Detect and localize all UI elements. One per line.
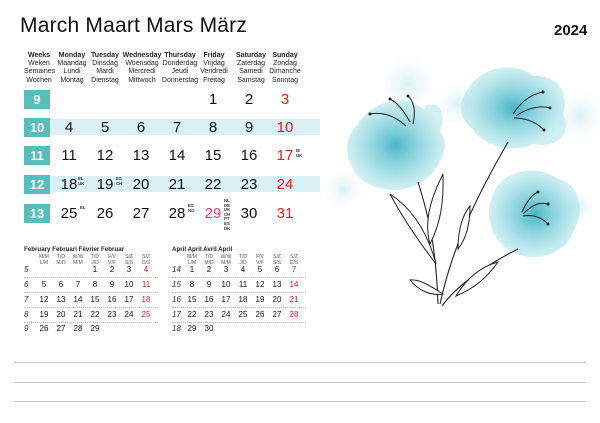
day-cell: 25 [60, 205, 78, 222]
mini-day: 27 [56, 324, 66, 333]
weekday-header-line: Freitag [203, 76, 225, 84]
day-cell: 28 [168, 205, 186, 222]
day-cell: 14 [168, 147, 186, 164]
mini-day-header [70, 254, 86, 266]
week-number: 13 [24, 204, 50, 223]
mini-day-header-line: F/V [108, 254, 116, 260]
weekday-header-line: Donderdag [162, 60, 198, 68]
day-cell: 5 [100, 119, 110, 136]
mini-row-divider [24, 307, 158, 308]
weekday-header-line: Dimanche [269, 68, 301, 76]
mini-day-header-line: M/D [56, 260, 66, 266]
mini-day: 8 [189, 280, 195, 289]
holiday-code: UK [296, 152, 303, 158]
weekday-header-line: Samstag [237, 76, 265, 84]
day-cell: 18 [60, 176, 78, 193]
mini-day-header-line: D/S [141, 260, 151, 266]
mini-day-header-line: T/D [56, 254, 66, 260]
mini-day-header-line: J/D [239, 260, 247, 266]
weekday-header-line: Sunday [272, 52, 298, 59]
month-title: March Maart Mars März [20, 14, 248, 37]
weekday-header-line: Maandag [57, 60, 87, 68]
weekday-header [268, 52, 302, 85]
holiday-code: NL [224, 198, 230, 203]
weekday-header-line: Weeks [27, 52, 51, 59]
mini-week-number: 17 [172, 310, 181, 319]
weekday-header [161, 52, 199, 85]
mini-day-header-line: T/D [238, 254, 248, 260]
weekday-header [24, 52, 54, 85]
weekday-header [197, 52, 231, 85]
weekday-header-line: Dienstag [91, 76, 119, 84]
mini-day: 7 [75, 280, 81, 289]
mini-day: 3 [223, 265, 229, 274]
mini-day-header-line: J/D [91, 260, 99, 266]
week-number: 10 [24, 118, 50, 137]
mini-day-header-line: S/S [272, 260, 282, 266]
mini-day-header-line: D/S [289, 260, 299, 266]
day-cell: 10 [276, 119, 294, 136]
mini-day: 26 [255, 310, 265, 319]
mini-day: 15 [90, 295, 100, 304]
note-line [14, 362, 586, 363]
day-cell: 21 [168, 176, 186, 193]
day-cell: 19 [96, 176, 114, 193]
mini-day-header [53, 254, 69, 266]
mini-day: 10 [221, 280, 231, 289]
day-cell: 6 [136, 119, 146, 136]
mini-row-divider [24, 277, 158, 278]
mini-day: 2 [206, 265, 212, 274]
mini-day-header-line: M/M [73, 260, 83, 266]
mini-day: 13 [56, 295, 66, 304]
mini-day: 28 [289, 310, 299, 319]
holiday-code: ES [116, 176, 122, 181]
weekday-header-line: Mardi [96, 68, 114, 76]
mini-day: 1 [92, 265, 98, 274]
mini-day: 29 [90, 324, 100, 333]
day-cell: 20 [132, 176, 150, 193]
day-cell: 15 [204, 147, 222, 164]
mini-day-header-line: M/M [187, 254, 197, 260]
holiday-note [224, 199, 230, 231]
mini-row-divider [24, 292, 158, 293]
mini-row-divider [172, 322, 306, 323]
flower-illustration-icon [318, 44, 600, 314]
mini-day: 20 [56, 310, 66, 319]
mini-week-number: 16 [172, 295, 181, 304]
mini-week-number: 8 [24, 310, 29, 319]
weekday-header-line: Thursday [164, 52, 196, 59]
mini-day: 7 [291, 265, 297, 274]
year-label: 2024 [554, 22, 588, 39]
mini-day: 22 [187, 310, 197, 319]
weekday-header-line: Woensdag [125, 60, 159, 68]
mini-day-header-line: W/W [72, 254, 84, 260]
mini-week-number: 6 [24, 280, 29, 289]
day-cell: 30 [240, 205, 258, 222]
mini-week-number: 14 [172, 265, 181, 274]
day-cell: 31 [276, 205, 294, 222]
mini-day-header-line: M/M [221, 260, 231, 266]
mini-day-header-line: T/D [90, 254, 100, 260]
mini-day: 12 [39, 295, 49, 304]
day-cell: 11 [61, 147, 77, 164]
mini-day: 4 [143, 265, 149, 274]
weekday-header-line: Jeudi [171, 68, 189, 76]
mini-day-header-line: S/Z [142, 254, 150, 260]
weekday-header-line: Semaines [24, 68, 56, 76]
weekday-header-line: Friday [203, 52, 225, 59]
mini-day: 5 [257, 265, 263, 274]
holiday-code: NO [188, 207, 195, 213]
mini-week-number: 5 [24, 265, 29, 274]
holiday-code: ES [188, 203, 194, 208]
weekday-header-line: Monday [58, 52, 86, 59]
weekday-header-line: Mittwoch [128, 76, 156, 84]
day-cell: 1 [208, 91, 218, 108]
mini-day: 9 [206, 280, 212, 289]
mini-day: 6 [58, 280, 64, 289]
mini-day-header [36, 254, 52, 266]
mini-day: 30 [204, 324, 214, 333]
weekday-header-line: Zaterdag [236, 60, 266, 68]
mini-day: 26 [39, 324, 49, 333]
mini-day: 12 [255, 280, 265, 289]
mini-day: 11 [238, 280, 248, 289]
mini-day: 16 [107, 295, 117, 304]
mini-day-header-line: F/V [256, 254, 264, 260]
holiday-code: DK [224, 225, 231, 231]
holiday-code: DE [224, 202, 231, 208]
weekday-header-line: Donnerstag [161, 76, 199, 84]
mini-day: 6 [274, 265, 280, 274]
week-number: 11 [24, 146, 50, 165]
holiday-code: ES [224, 220, 230, 226]
holiday-note [296, 149, 302, 158]
mini-day: 16 [204, 295, 214, 304]
day-cell: 27 [132, 205, 150, 222]
mini-day-header-line: W/W [220, 254, 232, 260]
mini-day: 24 [124, 310, 134, 319]
holiday-code: UK [78, 180, 85, 186]
day-cell: 22 [204, 176, 222, 193]
mini-week-number: 9 [24, 324, 29, 333]
day-cell: 9 [244, 119, 254, 136]
day-cell: 17 [276, 147, 294, 164]
week-number: 12 [24, 175, 50, 194]
mini-day-header-line: S/Z [290, 254, 298, 260]
mini-day: 2 [109, 265, 115, 274]
weekday-header [55, 52, 89, 85]
day-cell: 26 [96, 205, 114, 222]
mini-day: 18 [141, 295, 151, 304]
mini-day: 23 [107, 310, 117, 319]
mini-day: 14 [73, 295, 83, 304]
mini-day-header-line: S/S [124, 260, 134, 266]
mini-row-divider [172, 307, 306, 308]
week-number: 9 [24, 90, 50, 109]
mini-day-header-line: V/F [108, 260, 116, 266]
weekday-header [232, 52, 270, 85]
mini-day: 21 [289, 295, 299, 304]
mini-day: 25 [141, 310, 151, 319]
day-cell: 23 [240, 176, 258, 193]
day-cell: 16 [240, 147, 258, 164]
weekday-header-line: Tuesday [91, 52, 119, 59]
mini-day-header-line: T/D [204, 254, 214, 260]
mini-row-divider [172, 277, 306, 278]
weekday-header-line: Samedi [239, 68, 263, 76]
mini-day: 15 [187, 295, 197, 304]
day-cell: 8 [208, 119, 218, 136]
note-line [14, 382, 586, 383]
day-cell: 2 [244, 91, 254, 108]
weekday-header-line: Saturday [236, 52, 266, 59]
mini-day: 20 [272, 295, 282, 304]
mini-day: 4 [240, 265, 246, 274]
day-cell: 3 [280, 91, 290, 108]
holiday-note [116, 177, 122, 186]
mini-day: 5 [41, 280, 47, 289]
day-cell: 24 [276, 176, 294, 193]
mini-day: 14 [289, 280, 299, 289]
day-cell: 13 [132, 147, 150, 164]
mini-day: 13 [272, 280, 282, 289]
note-line [14, 401, 586, 402]
holiday-code: IE [296, 148, 301, 153]
mini-day-header-line: L/M [187, 260, 197, 266]
mini-calendar-title: February Februari Février Februar [24, 246, 125, 253]
day-cell: 4 [64, 119, 74, 136]
weekday-header-line: Weken [28, 60, 50, 68]
holiday-code: EL [80, 205, 86, 210]
weekday-header-line: Sonntag [271, 76, 299, 84]
mini-day: 23 [204, 310, 214, 319]
mini-day: 18 [238, 295, 248, 304]
holiday-code: CH [224, 211, 231, 217]
mini-day: 21 [73, 310, 83, 319]
mini-day: 9 [109, 280, 115, 289]
mini-day: 27 [272, 310, 282, 319]
holiday-note [78, 177, 84, 186]
weekday-header-line: Wochen [26, 76, 52, 84]
mini-day-header-line: V/F [256, 260, 264, 266]
weekday-header-line: Vrijdag [203, 60, 225, 68]
mini-day-header-line: M/M [39, 254, 49, 260]
mini-week-number: 18 [172, 324, 181, 333]
day-cell: 12 [96, 147, 114, 164]
weekday-header-line: Lundi [63, 68, 81, 76]
mini-week-number: 15 [172, 280, 181, 289]
weekday-header-line: Dinsdag [92, 60, 118, 68]
weekday-header-line: Mercredi [128, 68, 156, 76]
mini-day: 8 [92, 280, 98, 289]
holiday-note [80, 206, 86, 211]
mini-day-header-line: M/D [204, 260, 214, 266]
mini-day: 29 [187, 324, 197, 333]
mini-day: 17 [124, 295, 134, 304]
mini-day: 3 [126, 265, 132, 274]
mini-day: 28 [73, 324, 83, 333]
mini-day: 22 [90, 310, 100, 319]
weekday-header-line: Zondag [273, 60, 297, 68]
mini-row-divider [172, 292, 306, 293]
mini-day: 1 [189, 265, 195, 274]
mini-day-header-line: L/M [39, 260, 49, 266]
weekday-header [122, 52, 162, 85]
holiday-code: PT [224, 216, 230, 222]
mini-day-header-line: S/Z [273, 254, 281, 260]
mini-day: 25 [238, 310, 248, 319]
day-cell: 29 [204, 205, 222, 222]
weekday-header [88, 52, 122, 85]
weekday-header-line: Vendredi [200, 68, 228, 76]
mini-week-number: 7 [24, 295, 29, 304]
holiday-code: EL [78, 176, 84, 181]
weekday-header-line: Montag [60, 76, 84, 84]
holiday-note [188, 204, 195, 213]
mini-day: 19 [39, 310, 49, 319]
mini-day: 11 [141, 280, 151, 289]
mini-day: 24 [221, 310, 231, 319]
holiday-code: CH [116, 180, 123, 186]
weekday-header-line: Wednesday [122, 52, 162, 59]
mini-calendar-title: April April Avril April [172, 246, 233, 253]
mini-day: 19 [255, 295, 265, 304]
day-cell: 7 [172, 119, 182, 136]
mini-day: 10 [124, 280, 134, 289]
holiday-code: UK [224, 207, 231, 213]
mini-day-header-line: S/Z [125, 254, 133, 260]
mini-day: 17 [221, 295, 231, 304]
mini-row-divider [24, 322, 158, 323]
